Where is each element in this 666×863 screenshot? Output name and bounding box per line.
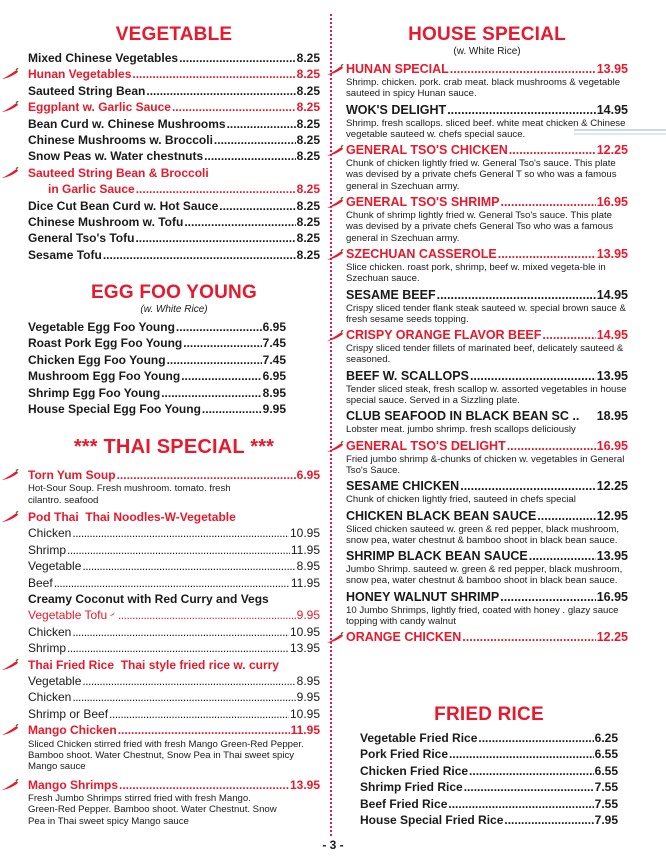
leader-dots <box>504 812 593 828</box>
leader-dots <box>179 50 296 66</box>
chili-pepper-icon <box>1 469 19 481</box>
item-description: Chunk of shrimp lightly fried w. General Tso's sauce. This plate was devised by a private chefs General Tso who was a famous general in Szechuan army. <box>346 210 613 244</box>
leader-dots <box>176 319 262 335</box>
option-row <box>28 525 320 541</box>
leader-dots <box>214 132 296 148</box>
vegetable-item <box>28 198 320 214</box>
item-price: 8.25 <box>296 133 320 148</box>
leader-dots <box>118 722 290 738</box>
item-description: Sliced Chicken stirred fried with fresh Mango Green-Red Pepper. Bamboo shoot. Water Chestnut, Snow Pea in Thai sweet spicy Mango sauce <box>28 738 304 773</box>
vegetable-item <box>28 83 320 99</box>
vegetable-item <box>28 50 320 66</box>
leader-dots <box>161 385 261 401</box>
leader-dots <box>132 66 295 82</box>
item-description: Crispy sliced tender flank steak sauteed w. special brown sauce & fresh sesame seeds topping. <box>346 302 626 325</box>
house-special-item <box>346 630 628 645</box>
option-row <box>28 607 320 623</box>
item-name: Chinese Mushrooms w. Broccoli <box>28 133 213 148</box>
chili-pepper-icon <box>326 197 344 209</box>
item-price: 8.25 <box>296 51 320 65</box>
vegetable-item <box>28 116 320 132</box>
item-price: 13.95 <box>596 549 628 564</box>
leader-dots <box>54 575 290 591</box>
item-price: 7.95 <box>594 813 618 828</box>
item-price: 8.25 <box>296 149 320 164</box>
item-description: Chunk of chicken lightly fried, sauteed in chefs special <box>346 494 576 506</box>
leader-dots <box>500 590 595 605</box>
item-name: General Tso's Tofu <box>28 231 135 246</box>
item-name: House Special Egg Foo Young <box>28 402 201 417</box>
house-special-subtitle: (w. White Rice) <box>453 46 521 57</box>
leader-dots <box>450 62 596 77</box>
house-special-section <box>346 24 628 645</box>
vegetable-item <box>28 148 320 164</box>
item-price: 12.25 <box>596 479 628 494</box>
thai-special-section <box>28 436 320 827</box>
item-name: Mushroom Egg Foo Young <box>28 369 181 384</box>
item-price: 14.95 <box>596 328 628 343</box>
item-name: GENERAL TSO'S CHICKEN <box>346 143 508 158</box>
item-name: Vegetable Egg Foo Young <box>28 320 175 334</box>
thai-item-pod-thai <box>28 509 320 525</box>
leader-dots <box>460 479 596 494</box>
item-name: Pod Thai Thai Noodles-W-Vegetable <box>28 510 236 524</box>
item-name: Bean Curd w. Chinese Mushrooms <box>28 116 226 131</box>
item-price: 8.25 <box>296 231 320 246</box>
leader-dots <box>227 116 296 132</box>
leader-dots <box>135 230 295 246</box>
fried-rice-item <box>360 779 618 795</box>
house-special-item <box>346 62 628 77</box>
item-price: 14.95 <box>596 102 628 117</box>
house-special-item <box>346 103 628 118</box>
item-name: Vegetable Tofu <box>28 608 108 623</box>
thai-fried-rice-options <box>28 673 320 722</box>
leader-dots <box>219 198 295 214</box>
egg-foo-young-item <box>28 335 286 351</box>
option-row <box>28 706 320 722</box>
item-description: Crispy sliced tender fillets of marinated beef, delicately sauteed & seasoned. <box>346 343 624 366</box>
item-price: 8.25 <box>296 215 320 230</box>
leader-dots <box>167 352 262 368</box>
item-price: 10.95 <box>289 624 320 639</box>
vegetable-item <box>28 214 320 230</box>
item-price: 16.95 <box>596 195 628 210</box>
item-name: HUNAN SPECIAL <box>346 62 449 76</box>
item-price: 12.95 <box>596 508 628 523</box>
chili-pepper-icon <box>1 101 19 113</box>
fried-rice-item <box>360 746 618 762</box>
column-divider <box>330 14 332 836</box>
item-price: 8.95 <box>296 559 320 574</box>
egg-foo-young-section <box>28 282 320 417</box>
leader-dots <box>437 288 596 303</box>
item-name: Vegetable <box>28 559 82 574</box>
item-price: 6.25 <box>594 731 618 745</box>
item-price: 6.55 <box>594 763 618 778</box>
item-price: 14.95 <box>596 287 628 302</box>
option-row <box>28 558 320 574</box>
house-special-item <box>346 409 628 424</box>
option-row <box>28 624 320 640</box>
leader-dots <box>478 730 593 746</box>
item-name: CLUB SEAFOOD IN BLACK BEAN SC .. <box>346 409 580 424</box>
item-price: 13.95 <box>596 246 628 261</box>
item-name: CHICKEN BLACK BEAN SAUCE <box>346 508 537 523</box>
egg-foo-young-subtitle: (w. White Rice) <box>140 304 208 315</box>
item-name: Hunan Vegetables <box>28 67 132 82</box>
item-price: 6.95 <box>262 369 286 384</box>
item-name: Shrimp Egg Foo Young <box>28 385 161 400</box>
item-name: Chicken <box>28 690 72 705</box>
leader-dots <box>72 525 289 541</box>
leader-dots <box>464 779 594 795</box>
pod-thai-options <box>28 525 320 591</box>
fried-rice-item <box>360 812 618 828</box>
chili-pepper-icon <box>1 167 19 179</box>
option-row <box>28 575 320 591</box>
house-special-item <box>346 509 628 524</box>
house-special-item <box>346 288 628 303</box>
leader-dots <box>172 99 296 115</box>
chili-pepper-icon <box>326 632 344 644</box>
vegetable-item <box>28 132 320 148</box>
item-name: Snow Peas w. Water chestnuts <box>28 149 204 164</box>
item-description: Fried jumbo shrimp &-chunks of chicken w. vegetables in General Tso's Sauce. <box>346 453 625 476</box>
option-row <box>28 689 320 705</box>
item-name: Mixed Chinese Vegetables <box>28 51 179 65</box>
leader-dots <box>181 368 261 384</box>
leader-dots <box>542 328 595 343</box>
item-name: SESAME BEEF <box>346 287 436 302</box>
item-description: 10 Jumbo Shrimps, lightly fried, coated with honey . glazy sauce topping with candy walnut <box>346 604 619 628</box>
vegetable-item <box>28 66 320 82</box>
leader-dots <box>500 195 595 210</box>
item-name: SHRIMP BLACK BEAN SAUCE <box>346 549 528 564</box>
leader-dots <box>507 439 596 454</box>
item-price: 10.95 <box>289 526 320 541</box>
thai-item-mango-shrimps <box>28 777 320 793</box>
item-name: Beef <box>28 575 53 590</box>
item-name: Roast Pork Egg Foo Young <box>28 336 183 351</box>
item-name: GENERAL TSO'S SHRIMP <box>346 195 500 210</box>
egg-foo-young-item <box>28 319 286 335</box>
item-name: Pork Fried Rice <box>360 747 449 762</box>
item-price: 7.55 <box>594 780 618 795</box>
fried-rice-item <box>360 796 618 812</box>
item-price: 6.55 <box>594 747 618 762</box>
chili-pepper-icon <box>326 145 344 157</box>
item-name: ORANGE CHICKEN <box>346 630 462 645</box>
house-special-title: HOUSE SPECIAL <box>408 24 566 45</box>
leader-dots <box>67 542 290 558</box>
item-name: Sesame Tofu <box>28 247 102 262</box>
house-special-item <box>346 439 628 454</box>
leader-dots <box>183 335 261 351</box>
leader-dots <box>537 509 595 524</box>
item-description: Shrimp. fresh scallops. sliced beef. white meat chicken & Chinese vegetable sauteed w. chefs special sauce. <box>346 117 626 140</box>
item-name: GENERAL TSO'S DELIGHT <box>346 438 506 453</box>
item-price: 7.55 <box>594 796 618 811</box>
item-name: Chicken Egg Foo Young <box>28 352 166 367</box>
fried-rice-title: FRIED RICE <box>434 704 544 725</box>
vegetable-item <box>28 247 320 263</box>
chili-pepper-icon <box>326 249 344 261</box>
house-special-item <box>346 549 628 564</box>
item-name: HONEY WALNUT SHRIMP <box>346 589 500 604</box>
chili-pepper-icon <box>1 68 19 80</box>
item-price: 8.25 <box>296 67 320 82</box>
item-price: 12.25 <box>596 143 628 158</box>
fried-rice-list <box>360 730 618 828</box>
chili-pepper-icon <box>326 441 344 453</box>
thai-item-fried-rice <box>28 657 320 673</box>
house-special-item <box>346 479 628 494</box>
leader-dots <box>447 103 596 118</box>
item-name: Mango Shrimps <box>28 777 119 792</box>
item-name: Sauteed String Bean <box>28 83 146 98</box>
leader-dots <box>204 148 295 164</box>
item-price: 7.45 <box>262 336 286 351</box>
house-special-item <box>346 328 628 343</box>
item-description: Tender sliced steak, fresh scallop w. assorted vegetables in house special sauce. Served in a Sizzling plate. <box>346 383 627 407</box>
item-name: WOK'S DELIGHT <box>346 102 447 117</box>
egg-foo-young-title: EGG FOO YOUNG <box>91 282 257 303</box>
item-name: Eggplant w. Garlic Sauce <box>28 100 171 115</box>
item-description: Fresh Jumbo Shrimps stirred fried with fresh Mango. Green-Red Pepper. Bamboo shoot. Water Chestnut. Snow Pea in Thai sweet spicy Mango sauce <box>28 792 277 827</box>
item-price: 8.25 <box>296 182 320 197</box>
item-price: 6.95 <box>262 320 286 334</box>
leader-dots <box>509 143 596 158</box>
egg-foo-young-item <box>28 385 286 401</box>
thai-item-torn-yum <box>28 467 320 483</box>
item-name: Beef Fried Rice <box>360 796 448 811</box>
item-price: 13.95 <box>596 62 628 76</box>
thai-special-title: *** THAI SPECIAL *** <box>73 436 275 458</box>
leader-dots <box>103 247 296 263</box>
leader-dots <box>146 83 295 99</box>
leader-dots <box>498 247 596 262</box>
item-name: Mango Chicken <box>28 723 117 738</box>
house-special-list <box>346 62 628 645</box>
leader-dots <box>469 763 594 779</box>
item-price: 13.95 <box>289 777 320 792</box>
item-price: 6.95 <box>296 468 320 482</box>
leader-dots <box>82 673 295 689</box>
egg-foo-young-item <box>28 401 286 417</box>
item-price: 8.95 <box>296 674 320 689</box>
house-special-item <box>346 247 628 262</box>
leader-dots <box>72 689 295 705</box>
option-row <box>28 673 320 689</box>
coconut-options <box>28 607 320 656</box>
page-number: - 3 - <box>322 838 344 852</box>
leader-dots <box>117 467 296 483</box>
leader-dots <box>448 796 593 812</box>
vegetable-title: VEGETABLE <box>115 24 233 45</box>
item-name: Thai Fried Rice Thai style fried rice w. curry <box>28 657 279 672</box>
item-price: 8.25 <box>296 247 320 262</box>
item-price: 16.95 <box>596 589 628 604</box>
item-name: Chicken <box>28 526 72 541</box>
leader-dots <box>67 640 289 656</box>
vegetable-item <box>28 99 320 115</box>
item-price: 9.95 <box>296 690 320 705</box>
item-name: Creamy Coconut with Red Curry and Vegs <box>28 592 269 607</box>
item-name: CRISPY ORANGE FLAVOR BEEF <box>346 328 542 343</box>
house-special-item <box>346 369 628 384</box>
vegetable-section <box>28 24 320 263</box>
item-description: Hot-Sour Soup. Fresh mushroom. tomato. fresh cilantro. seafood <box>28 483 231 506</box>
item-name: in Garlic Sauce <box>48 182 135 197</box>
option-row <box>28 542 320 558</box>
item-price: 8.25 <box>296 100 320 115</box>
item-price: 11.95 <box>290 542 320 557</box>
vegetable-list <box>28 50 320 263</box>
leader-dots <box>462 630 595 645</box>
item-price: 10.95 <box>289 706 320 721</box>
chili-pepper-icon <box>326 330 344 342</box>
item-description: Lobster meat. jumbo shrimp. fresh scallops deliciously <box>346 424 576 436</box>
chili-pepper-icon <box>326 64 344 76</box>
item-name: Shrimp <box>28 641 67 656</box>
item-price: 12.25 <box>596 630 628 645</box>
leader-dots <box>119 777 289 793</box>
item-price: 9.95 <box>296 608 320 623</box>
item-name: Shrimp or Beef <box>28 706 109 721</box>
item-description: Chunk of chicken lightly fried w. General Tso's sauce. This plate was devised by a private chefs General T so who was a famous general in Szechuan army. <box>346 158 617 192</box>
leader-dots <box>118 607 296 623</box>
house-special-item <box>346 195 628 210</box>
fried-rice-section <box>360 704 618 828</box>
item-price: 7.45 <box>262 352 286 367</box>
vegetable-item <box>28 165 320 181</box>
chili-pepper-icon <box>109 610 115 619</box>
egg-foo-young-item <box>28 352 286 368</box>
chili-pepper-icon <box>1 724 19 736</box>
item-price: 13.95 <box>289 641 320 656</box>
item-name: House Special Fried Rice <box>360 813 504 828</box>
house-special-item <box>346 590 628 605</box>
item-description: Slice chicken. roast pork, shrimp, beef w. mixed vegeta-ble in Szechuan sauce. <box>346 261 606 285</box>
leader-dots <box>470 369 596 384</box>
leader-dots <box>136 181 296 197</box>
thai-item-mango-chicken <box>28 722 320 738</box>
leader-dots <box>72 624 289 640</box>
fried-rice-item <box>360 763 618 779</box>
thai-item-coconut <box>28 591 320 607</box>
item-price: 11.95 <box>290 575 320 590</box>
chili-pepper-icon <box>1 511 19 523</box>
item-description: Sliced chicken sauteed w. green & red pepper, black mushroom, snow pea, water chestnut & bamboo shoot in black bean sauce. <box>346 523 620 546</box>
egg-foo-young-item <box>28 368 286 384</box>
item-name: SESAME CHICKEN <box>346 479 460 494</box>
item-price: 13.95 <box>596 368 628 383</box>
house-special-item <box>346 143 628 158</box>
leader-dots <box>109 706 289 722</box>
egg-foo-young-list <box>28 319 320 417</box>
item-name: Shrimp Fried Rice <box>360 780 463 795</box>
item-name: Shrimp <box>28 542 67 557</box>
item-description: Jumbo Shrimp. sauteed w. green & red pepper, black mushroom, snow pea, water chestnut & bamboo shoot in black bean sauce. <box>346 564 623 587</box>
item-description: Shrimp. chicken. pork. crab meat. black mushrooms & vegetable sauteed in spicy Hunan sauce. <box>346 77 621 100</box>
item-name: Chinese Mushroom w. Tofu <box>28 215 184 230</box>
leader-dots <box>184 214 295 230</box>
item-name: Dice Cut Bean Curd w. Hot Sauce <box>28 198 219 213</box>
item-name: Vegetable <box>28 674 82 689</box>
item-name: Chicken <box>28 624 72 639</box>
leader-dots <box>82 558 295 574</box>
vegetable-item-cont <box>28 181 320 197</box>
item-name: BEEF W. SCALLOPS <box>346 368 469 383</box>
item-price: 16.95 <box>596 438 628 453</box>
item-name: Sauteed String Bean & Broccoli <box>28 165 209 180</box>
item-price: 11.95 <box>290 723 320 738</box>
item-name: Chicken Fried Rice <box>360 763 469 778</box>
item-price: 8.25 <box>296 116 320 131</box>
leader-dots <box>449 746 594 762</box>
fried-rice-item <box>360 730 618 746</box>
chili-pepper-icon <box>1 779 19 791</box>
item-name: Vegetable Fried Rice <box>360 731 478 745</box>
option-row <box>28 640 320 656</box>
leader-dots <box>202 401 262 417</box>
vegetable-item <box>28 230 320 246</box>
item-price: 8.95 <box>262 385 286 400</box>
item-name: SZECHUAN CASSEROLE <box>346 246 497 261</box>
item-price: 8.25 <box>296 198 320 213</box>
item-name: Torn Yum Soup <box>28 468 116 482</box>
chili-pepper-icon <box>1 659 19 671</box>
leader-dots <box>529 549 596 564</box>
item-price: 8.25 <box>296 83 320 98</box>
item-price: 18.95 <box>596 409 628 424</box>
item-price: 9.95 <box>262 402 286 417</box>
